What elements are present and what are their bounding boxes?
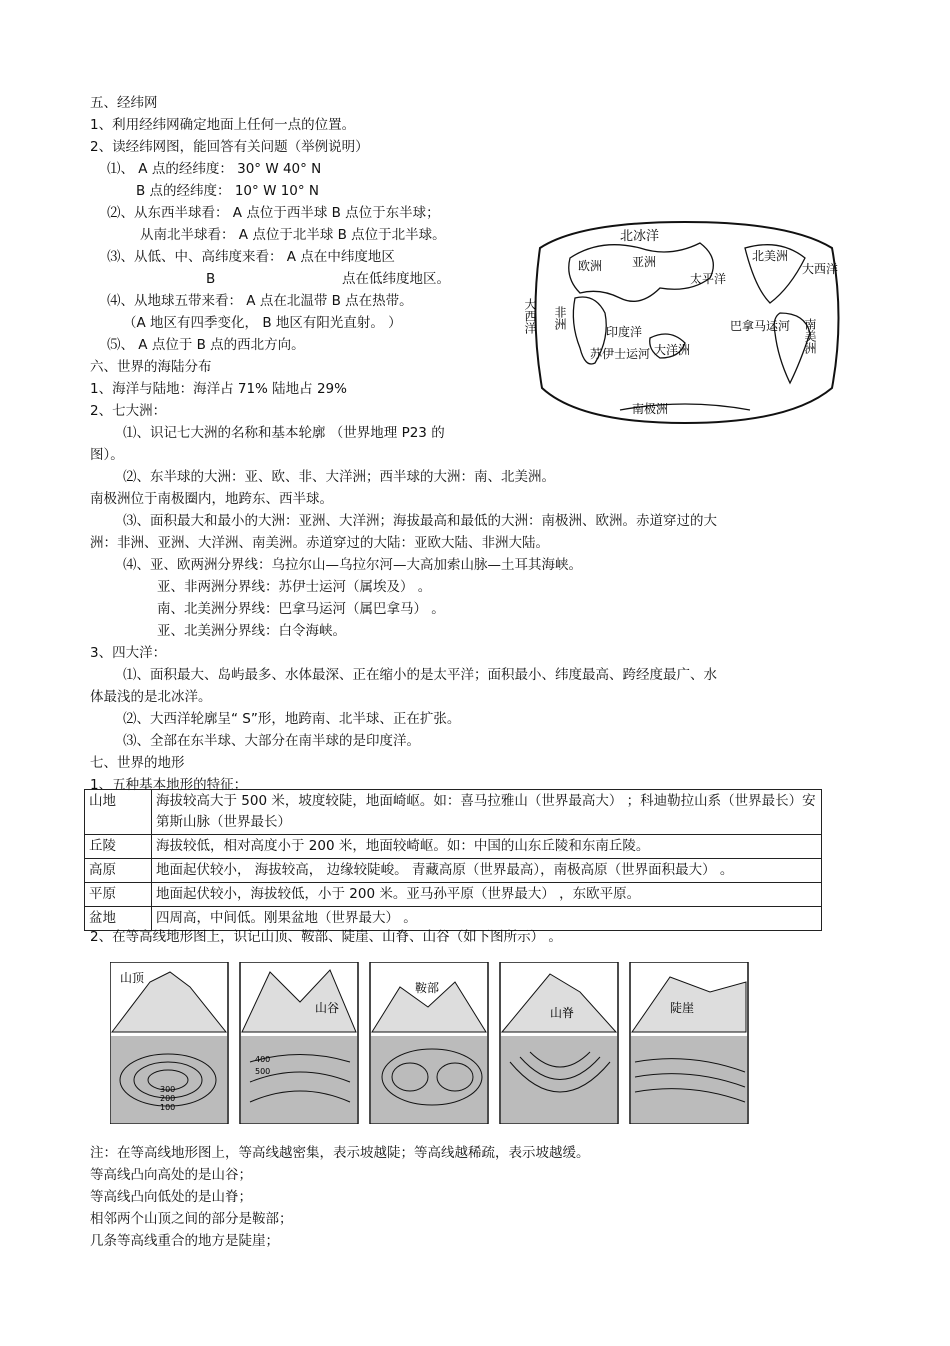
map-label: 南美洲 [803,318,817,354]
map-label: 北冰洋 [620,229,660,244]
text-line: 等高线凸向高处的是山谷； [90,1167,252,1183]
contour-height: 500 [255,1067,271,1076]
contour-label: 鞍部 [415,981,440,995]
text-line: 等高线凸向低处的是山脊； [90,1189,252,1205]
text-line: ⑷、亚、欧两洲分界线：乌拉尔山—乌拉尔河—大高加索山脉—土耳其海峡。 [123,557,582,573]
map-label: 非洲 [553,306,567,330]
contour-label: 山谷 [315,1001,340,1015]
map-label: 大西洋 [523,298,537,334]
map-label: 大洋洲 [654,343,691,357]
map-label: 北美洲 [752,249,789,263]
panel-saddle [370,962,488,1124]
map-label: 欧洲 [578,259,603,273]
landform-name: 盆地 [85,907,152,931]
text-line: ⑶、全部在东半球、大部分在南半球的是印度洋。 [123,733,420,749]
table-row [85,859,822,883]
panel-ridge [500,962,618,1124]
text-line: 亚、北美洲分界线：白令海峡。 [157,623,346,639]
map-label: 巴拿马运河 [730,319,791,333]
landform-name: 山地 [85,790,152,835]
landform-name: 丘陵 [85,835,152,859]
contour-label: 陡崖 [670,1001,695,1015]
text-line: ⑴、 A 点的经纬度： 30° W 40° N [107,161,322,177]
text-line: 图）。 [90,447,124,463]
panel-cliff [630,962,748,1124]
landform-name: 高原 [85,859,152,883]
text-line: B 点的经纬度： 10° W 10° N [136,183,320,199]
contour-diagram [110,962,758,1124]
map-label: 南极洲 [632,402,669,416]
text-line: ⑴、识记七大洲的名称和基本轮廓 （世界地理 P23 的 [123,425,445,441]
landform-desc: 海拔较低，相对高度小于 200 米，地面较崎岖。如：中国的山东丘陵和东南丘陵。 [152,835,822,859]
text-line: 1、海洋与陆地：海洋占 71% 陆地占 29% [90,381,347,397]
contour-height: 100 [160,1103,176,1112]
text-line: （A 地区有四季变化， B 地区有阳光直射。 ） [123,315,402,331]
text-line: 洲：非洲、亚洲、大洋洲、南美洲。赤道穿过的大陆：亚欧大陆、非洲大陆。 [90,535,549,551]
text-line: ⑷、从地球五带来看： A 点在北温带 B 点在热带。 [107,293,413,309]
landform-desc: 地面起伏较小， 海拔较高， 边缘较陡峻。 青藏高原（世界最高），南极高原（世界面积最大） 。 [152,859,822,883]
map-label: 苏伊士运河 [590,347,651,361]
section-heading-graticule: 五、经纬网 [90,95,158,111]
text-line: 注：在等高线地形图上，等高线越密集，表示坡越陡；等高线越稀疏，表示坡越缓。 [90,1145,590,1161]
section-heading-land-sea: 六、世界的海陆分布 [90,359,212,375]
text-line: ⑴、面积最大、岛屿最多、水体最深、正在缩小的是太平洋；面积最小、纬度最高、跨经度最广、水 [123,667,717,683]
landform-name: 平原 [85,883,152,907]
contour-label: 山脊 [550,1006,575,1020]
landform-desc: 海拔较高大于 500 米，坡度较陡，地面崎岖。如：喜马拉雅山（世界最高大） ；科迪勒拉山系（世界最长）安第斯山脉（世界最长） [152,790,822,835]
text-line: 亚、非两洲分界线：苏伊士运河（属埃及） 。 [157,579,432,595]
text-line: 点在低纬度地区。 [342,271,450,287]
map-label: 大西洋 [802,262,839,276]
text-line: 南极洲位于南极圈内，地跨东、西半球。 [90,491,333,507]
text-line: ⑶、从低、中、高纬度来看： A 点在中纬度地区 [107,249,395,265]
contour-height: 400 [255,1055,271,1064]
map-label: 印度洋 [606,325,643,339]
text-line: 2、读经纬网图，能回答有关问题（举例说明） [90,139,369,155]
text-line: ⑵、从东西半球看： A 点位于西半球 B 点位于东半球； [107,205,440,221]
text-line: 3、四大洋： [90,645,167,661]
text-line: 从南北半球看： A 点位于北半球 B 点位于北半球。 [140,227,446,243]
table-row [85,790,822,835]
map-label: 亚洲 [632,255,657,269]
table-row [85,907,822,931]
text-line: 1、五种基本地形的特征： [90,777,248,793]
text-line: 几条等高线重合的地方是陡崖； [90,1233,279,1249]
landform-desc: 四周高，中间低。刚果盆地（世界最大） 。 [152,907,822,931]
table-row [85,883,822,907]
map-label: 太平洋 [690,272,727,286]
landform-desc: 地面起伏较小，海拔较低，小于 200 米。亚马孙平原（世界最大） ，东欧平原。 [152,883,822,907]
text-line: ⑶、面积最大和最小的大洲：亚洲、大洋洲；海拔最高和最低的大洲：南极洲、欧洲。赤道穿过的大 [123,513,717,529]
text-line: 体最浅的是北冰洋。 [90,689,212,705]
text-line: 2、七大洲： [90,403,167,419]
text-line: 相邻两个山顶之间的部分是鞍部； [90,1211,293,1227]
text-line: 1、利用经纬网确定地面上任何一点的位置。 [90,117,356,133]
text-line: ⑸、 A 点位于 B 点的西北方向。 [107,337,305,353]
panel-peak [110,962,228,1124]
world-map-sketch [520,218,850,430]
text-line: ⑵、大西洋轮廓呈“ S”形，地跨南、北半球、正在扩张。 [123,711,461,727]
table-row [85,835,822,859]
text-line: B [206,271,216,287]
text-line: 南、北美洲分界线：巴拿马运河（属巴拿马） 。 [157,601,445,617]
panel-valley [240,962,358,1124]
contour-label: 山顶 [120,971,145,985]
landform-table [84,789,822,931]
contour-height: 300 [160,1085,176,1094]
contour-height: 200 [160,1094,176,1103]
section-heading-landforms: 七、世界的地形 [90,755,185,771]
text-line: ⑵、东半球的大洲：亚、欧、非、大洋洲；西半球的大洲：南、北美洲。 [123,469,555,485]
text-line: 2、在等高线地形图上，识记山顶、鞍部、陡崖、山脊、山谷（如下图所示） 。 [90,929,562,945]
